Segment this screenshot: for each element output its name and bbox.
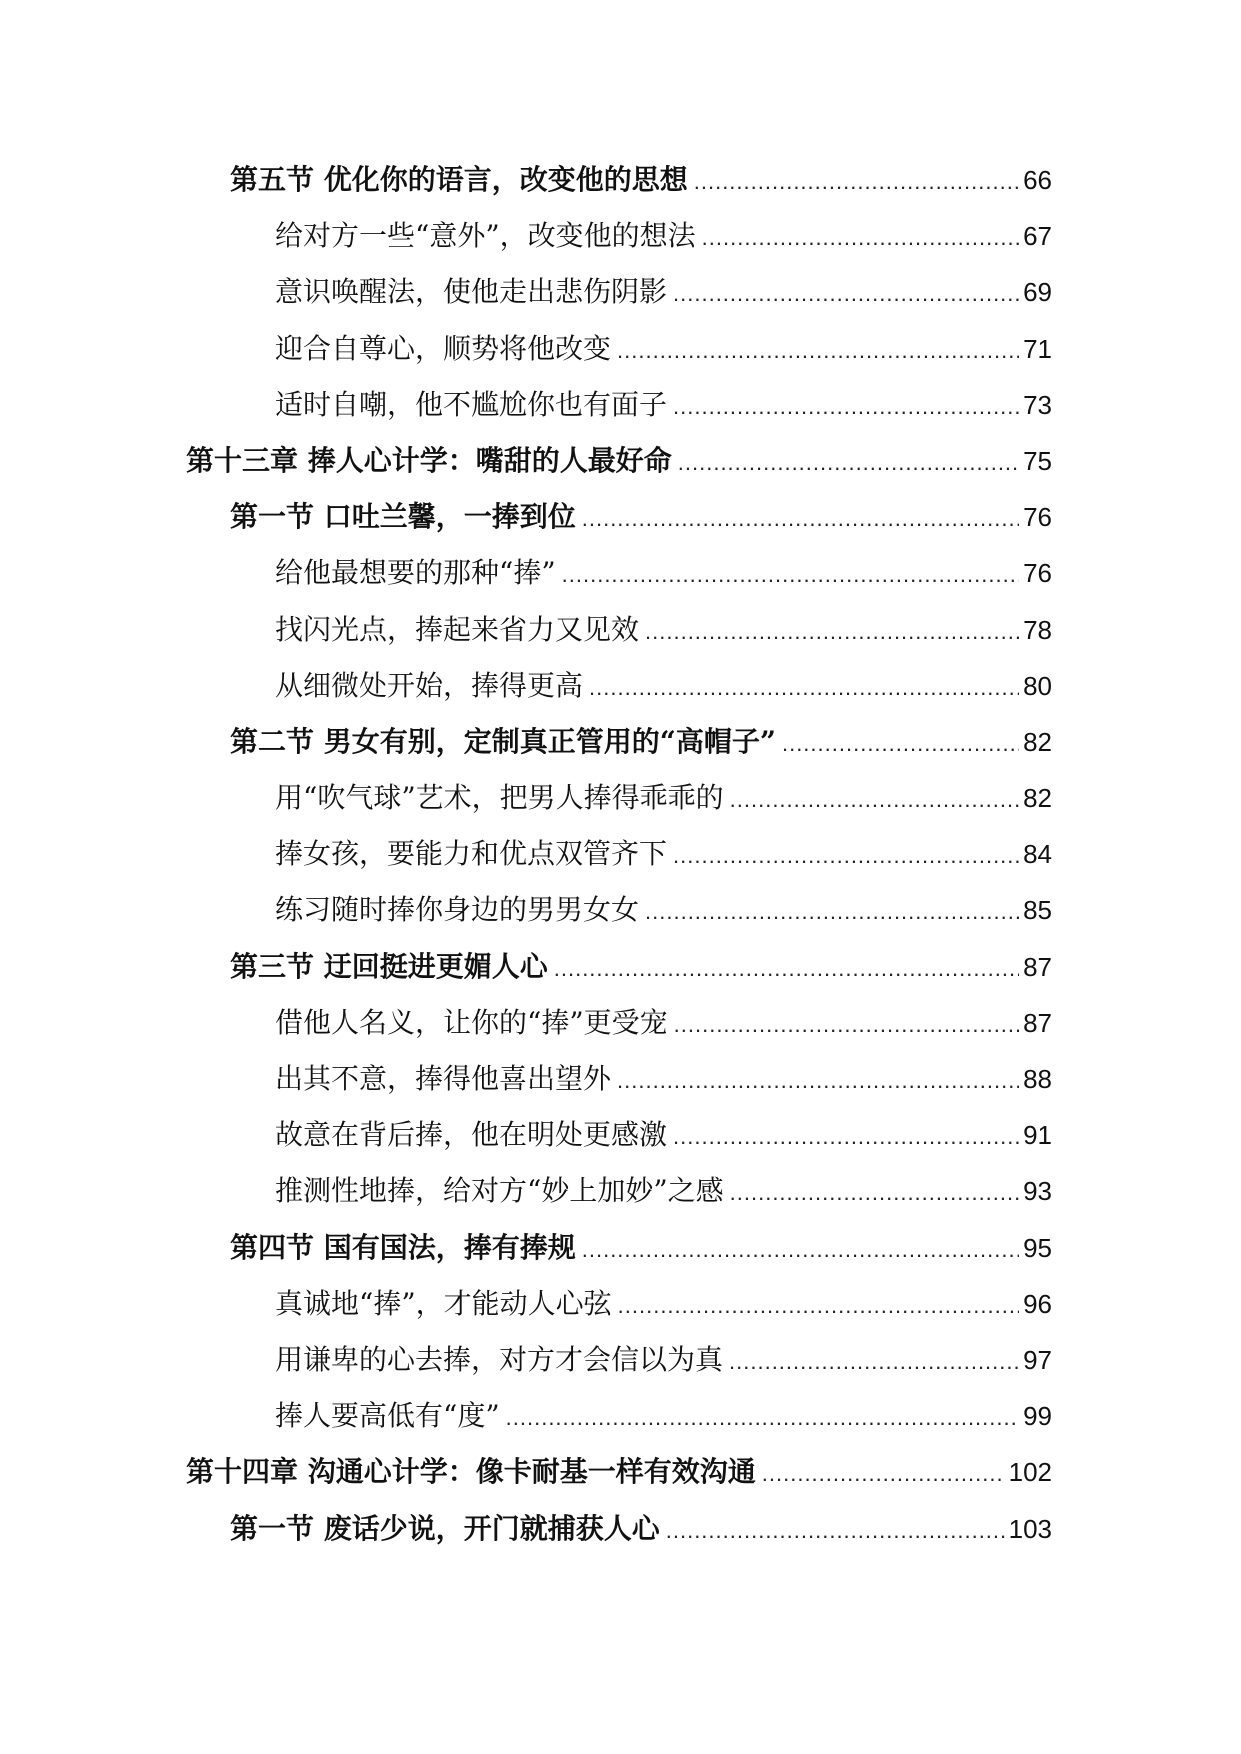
toc-entry-title: 迎合自尊心，顺势将他改变 (275, 331, 612, 365)
dot-leader (782, 731, 1019, 757)
toc-entry-title: 第四节 国有国法，捧有捧规 (230, 1230, 576, 1264)
toc-page-number: 66 (1023, 165, 1052, 195)
dot-leader (678, 450, 1019, 476)
toc-entry-title: 用“吹气球”艺术，把男人捧得乖乖的 (275, 781, 724, 815)
toc-entry-title: 出其不意，捧得他喜出望外 (275, 1062, 612, 1095)
dot-leader (617, 1068, 1019, 1094)
toc-subsection-entry[interactable] (186, 1169, 1052, 1225)
toc-subsection-entry[interactable] (186, 1113, 1052, 1169)
toc-entry-title: 第十四章 沟通心计学：像卡耐基一样有效沟通 (186, 1455, 756, 1489)
dot-leader (582, 1237, 1019, 1263)
toc-subsection-entry[interactable] (186, 383, 1052, 439)
toc-entry-title: 从细微处开始，捧得更高 (275, 668, 584, 702)
toc-entry-title: 第三节 迂回挺进更媚人心 (230, 949, 548, 983)
toc-page-number: 87 (1023, 1007, 1052, 1038)
toc-subsection-entry[interactable] (186, 1057, 1052, 1113)
toc-entry-title: 第十三章 捧人心计学：嘴甜的人最好命 (186, 443, 672, 477)
toc-entry-title: 给他最想要的那种“捧” (275, 556, 556, 590)
toc-page-number: 69 (1023, 277, 1052, 308)
toc-chapter-entry[interactable] (186, 439, 1052, 495)
toc-page-number: 87 (1023, 951, 1052, 982)
toc-entry-title: 真诚地“捧”，才能动人心弦 (275, 1286, 612, 1320)
toc-subsection-entry[interactable] (186, 551, 1052, 607)
toc-page-number: 78 (1023, 614, 1052, 645)
toc-entry-title: 捧人要高低有“度” (275, 1399, 500, 1433)
toc-entry-title: 找闪光点，捧起来省力又见效 (275, 612, 640, 646)
toc-entry-title: 第五节 优化你的语言，改变他的思想 (230, 163, 688, 196)
toc-section-entry[interactable] (186, 1507, 1052, 1563)
toc-page-number: 103 (1008, 1513, 1052, 1544)
dot-leader (730, 1180, 1019, 1206)
toc-page-number: 102 (1008, 1457, 1052, 1488)
toc-page-number: 84 (1023, 839, 1052, 870)
dot-leader (673, 843, 1019, 869)
toc-subsection-entry[interactable] (186, 1001, 1052, 1057)
dot-leader (618, 1293, 1019, 1319)
toc-subsection-entry[interactable] (186, 776, 1052, 832)
table-of-contents (186, 158, 1052, 1563)
dot-leader (673, 394, 1019, 420)
toc-page-number: 82 (1023, 726, 1052, 757)
toc-entry-title: 第二节 男女有别，定制真正管用的“高帽子” (230, 724, 776, 758)
toc-page-number: 76 (1023, 502, 1052, 533)
toc-page-number: 82 (1023, 783, 1052, 814)
toc-page-number: 88 (1023, 1064, 1052, 1094)
dot-leader (729, 1349, 1019, 1375)
dot-leader (617, 338, 1019, 364)
toc-subsection-entry[interactable] (186, 1338, 1052, 1394)
dot-leader (562, 562, 1019, 588)
toc-page-number: 97 (1023, 1344, 1052, 1375)
toc-entry-title: 用谦卑的心去捧，对方才会信以为真 (275, 1342, 724, 1376)
toc-subsection-entry[interactable] (186, 214, 1052, 270)
toc-subsection-entry[interactable] (186, 270, 1052, 326)
toc-section-entry[interactable] (186, 1226, 1052, 1282)
toc-page-number: 93 (1023, 1176, 1052, 1207)
toc-page-number: 91 (1023, 1120, 1052, 1151)
toc-entry-title: 捧女孩，要能力和优点双管齐下 (275, 837, 668, 871)
toc-entry-title: 借他人名义，让你的“捧”更受宠 (275, 1005, 668, 1039)
toc-page-number: 67 (1023, 221, 1052, 252)
toc-subsection-entry[interactable] (186, 888, 1052, 944)
toc-page-number: 76 (1023, 558, 1052, 589)
dot-leader (645, 619, 1019, 645)
toc-page-number: 73 (1023, 389, 1052, 420)
toc-entry-title: 适时自嘲，他不尴尬你也有面子 (275, 387, 668, 421)
toc-section-entry[interactable] (186, 945, 1052, 1001)
toc-entry-title: 故意在背后捧，他在明处更感激 (275, 1118, 668, 1152)
toc-subsection-entry[interactable] (186, 1282, 1052, 1338)
toc-entry-title: 推测性地捧，给对方“妙上加妙”之感 (275, 1174, 724, 1208)
toc-entry-title: 给对方一些“意外”，改变他的想法 (275, 219, 696, 253)
toc-section-entry[interactable] (186, 720, 1052, 776)
toc-subsection-entry[interactable] (186, 1394, 1052, 1450)
dot-leader (582, 506, 1019, 532)
toc-subsection-entry[interactable] (186, 608, 1052, 664)
dot-leader (762, 1461, 1005, 1487)
toc-section-entry[interactable] (186, 495, 1052, 551)
toc-chapter-entry[interactable] (186, 1450, 1052, 1506)
toc-page-number: 96 (1023, 1288, 1052, 1319)
toc-entry-title: 第一节 废话少说，开门就捕获人心 (230, 1511, 660, 1545)
toc-entry-title: 意识唤醒法，使他走出悲伤阴影 (275, 275, 668, 309)
dot-leader (702, 225, 1019, 251)
dot-leader (645, 899, 1019, 925)
dot-leader (506, 1405, 1019, 1431)
dot-leader (554, 956, 1019, 982)
toc-section-entry[interactable] (186, 158, 1052, 214)
dot-leader (673, 1124, 1019, 1150)
dot-leader (674, 1012, 1019, 1038)
toc-subsection-entry[interactable] (186, 327, 1052, 383)
toc-page-number: 75 (1023, 445, 1052, 476)
toc-page-number: 71 (1023, 333, 1052, 364)
toc-subsection-entry[interactable] (186, 664, 1052, 720)
toc-entry-title: 练习随时捧你身边的男男女女 (275, 893, 640, 927)
dot-leader (694, 169, 1019, 195)
toc-page-number: 95 (1023, 1232, 1052, 1263)
toc-entry-title: 第一节 口吐兰馨，一捧到位 (230, 500, 576, 534)
dot-leader (730, 787, 1019, 813)
dot-leader (673, 281, 1019, 307)
toc-page-number: 99 (1023, 1401, 1052, 1432)
toc-page-number: 85 (1023, 895, 1052, 926)
toc-page-number: 80 (1023, 670, 1052, 701)
dot-leader (589, 675, 1019, 701)
toc-subsection-entry[interactable] (186, 832, 1052, 888)
dot-leader (666, 1518, 1005, 1544)
